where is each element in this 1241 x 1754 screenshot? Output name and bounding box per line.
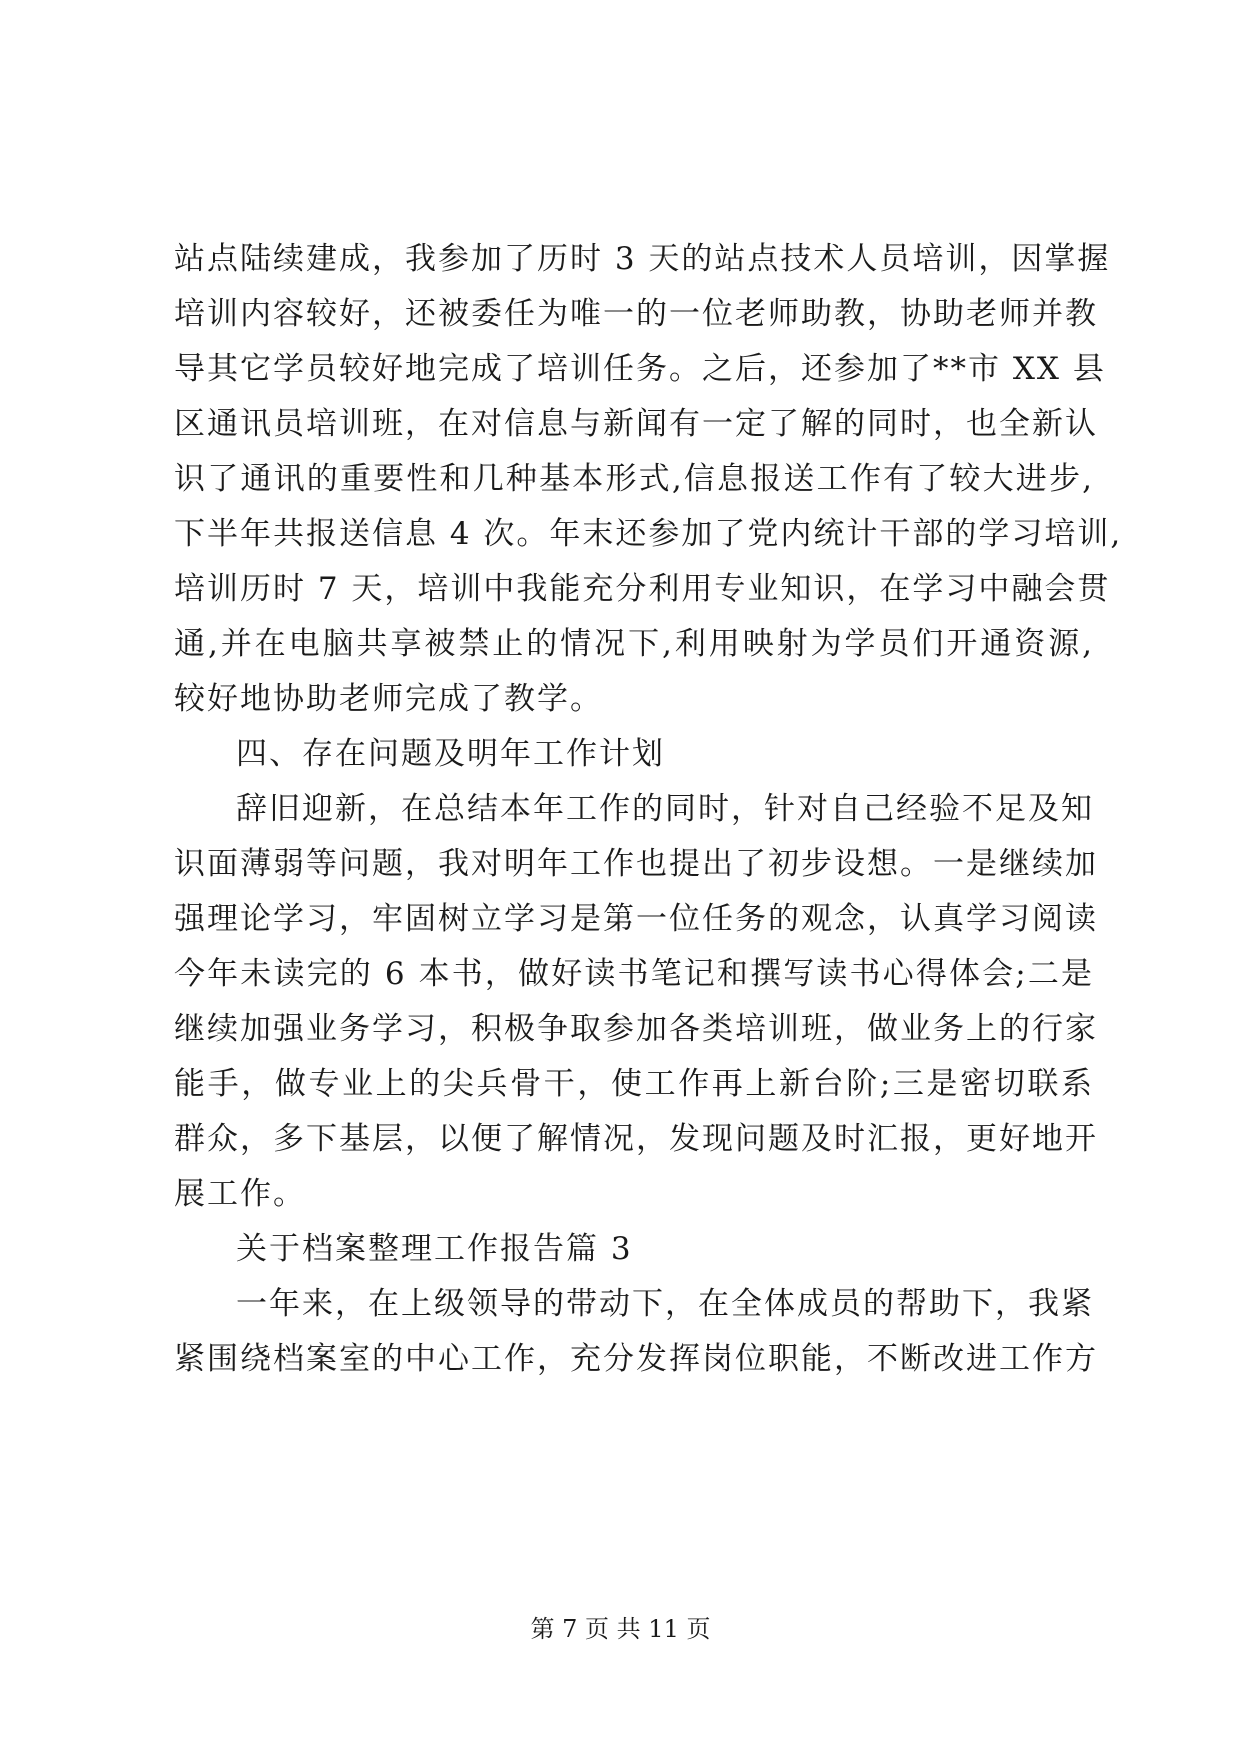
text-line: 强理论学习，牢固树立学习是第一位任务的观念，认真学习阅读 — [174, 901, 1098, 937]
text-line: 能手，做专业上的尖兵骨干，使工作再上新台阶;三是密切联系 — [174, 1066, 1094, 1102]
text-line: 一年来，在上级领导的带动下，在全体成员的帮助下，我紧 — [236, 1286, 1094, 1322]
text-line: 识面薄弱等问题，我对明年工作也提出了初步设想。一是继续加 — [174, 846, 1098, 882]
text-line: 继续加强业务学习，积极争取参加各类培训班，做业务上的行家 — [174, 1011, 1098, 1047]
text-line: 下半年共报送信息 4 次。年末还参加了党内统计干部的学习培训, — [174, 516, 1123, 552]
text-line: 辞旧迎新，在总结本年工作的同时，针对自己经验不足及知 — [236, 791, 1094, 827]
section-heading: 四、存在问题及明年工作计划 — [236, 736, 665, 772]
text-line: 展工作。 — [174, 1176, 306, 1212]
text-line: 导其它学员较好地完成了培训任务。之后，还参加了**市 XX 县 — [174, 351, 1106, 387]
text-line: 今年未读完的 6 本书，做好读书笔记和撰写读书心得体会;二是 — [174, 956, 1094, 992]
page-number-footer: 第 7 页 共 11 页 — [530, 1615, 711, 1643]
document-body — [174, 232, 1123, 1387]
text-line: 培训内容较好，还被委任为唯一的一位老师助教，协助老师并教 — [174, 296, 1098, 332]
text-line: 紧围绕档案室的中心工作，充分发挥岗位职能，不断改进工作方 — [174, 1341, 1098, 1377]
text-line: 通,并在电脑共享被禁止的情况下,利用映射为学员们开通资源, — [174, 626, 1094, 662]
text-line: 识了通讯的重要性和几种基本形式,信息报送工作有了较大进步, — [174, 461, 1094, 497]
text-line: 培训历时 7 天，培训中我能充分利用专业知识，在学习中融会贯 — [174, 571, 1111, 607]
text-line: 站点陆续建成，我参加了历时 3 天的站点技术人员培训，因掌握 — [174, 241, 1111, 277]
text-line: 群众，多下基层，以便了解情况，发现问题及时汇报，更好地开 — [174, 1121, 1098, 1157]
section-heading: 关于档案整理工作报告篇 3 — [236, 1231, 633, 1267]
text-line: 较好地协助老师完成了教学。 — [174, 681, 603, 717]
text-line: 区通讯员培训班，在对信息与新闻有一定了解的同时，也全新认 — [174, 406, 1098, 442]
